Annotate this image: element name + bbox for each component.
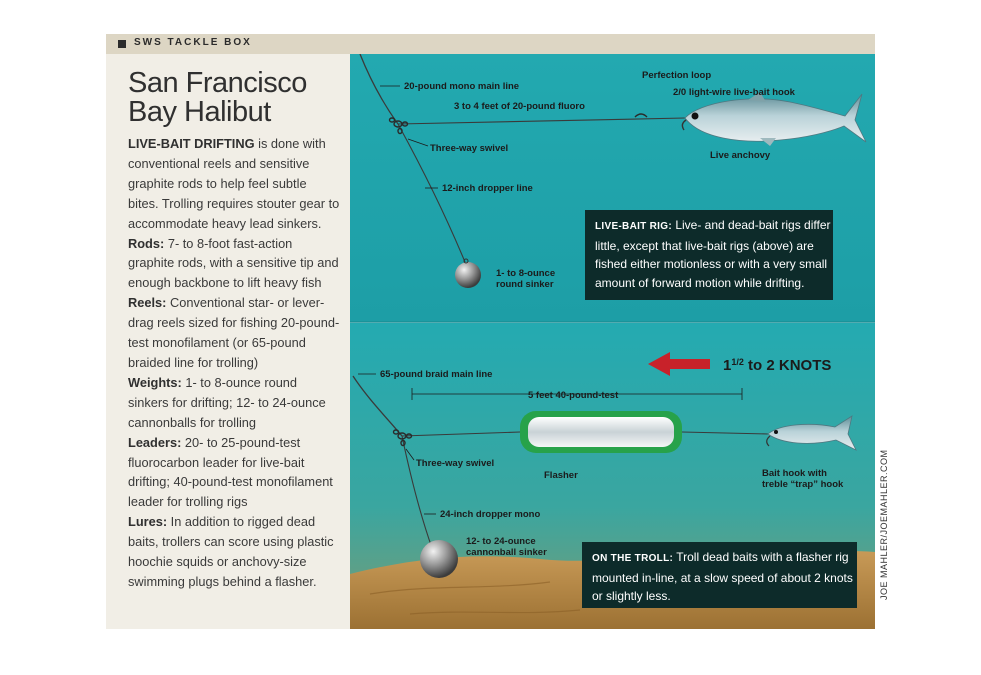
- rig-illustration: [350, 54, 875, 629]
- title-line-2: Bay Halibut: [128, 96, 271, 128]
- body-copy: [128, 134, 340, 592]
- section-lures: [128, 512, 340, 592]
- section-heading: LIVE-BAIT DRIFTING: [128, 136, 255, 151]
- cannonball-sinker: [420, 540, 458, 578]
- label-flasher: Flasher: [544, 470, 578, 481]
- header-bar: [106, 34, 875, 54]
- label-hook-line1: Bait hook with: [762, 468, 827, 479]
- section-leaders: [128, 433, 340, 513]
- label-hook-line2: treble “trap” hook: [762, 479, 844, 490]
- photo-credit: JOE MAHLER/JOEMAHLER.COM: [879, 449, 889, 600]
- label-swivel: Three-way swivel: [430, 143, 509, 154]
- sidebar: [106, 54, 350, 629]
- page-title: [128, 69, 348, 127]
- section-rods: [128, 234, 340, 294]
- troll-box-heading: ON THE TROLL:: [592, 553, 674, 564]
- section-text: 7- to 8-foot fast-action graphite rods, with a sensitive tip and enough backbone to lift heavy fish: [128, 235, 339, 291]
- label-troll-swivel: Three-way swivel: [416, 458, 495, 469]
- section-text: In addition to rigged dead baits, trollers can score using plastic hoochie squids or anchovy-size swimming plugs behind a flasher.: [128, 514, 334, 589]
- round-sinker: [455, 262, 481, 288]
- label-sinker-line2: round sinker: [496, 279, 554, 290]
- live-box-heading: LIVE-BAIT RIG:: [595, 221, 672, 232]
- section-live-bait: [128, 134, 340, 234]
- header-square: [118, 40, 126, 48]
- label-perfection-loop: Perfection loop: [642, 70, 712, 81]
- label-dropper-mono: 24-inch dropper mono: [440, 509, 541, 520]
- label-bait: Live anchovy: [710, 150, 771, 161]
- troll-box-text: Troll dead baits with a flasher rig mounted in-line, at a slow speed of about 2 knots or slightly less.: [592, 550, 853, 603]
- label-cannonball-line1: 12- to 24-ounce: [466, 536, 536, 547]
- section-reels: [128, 293, 340, 373]
- label-cannonball-line2: cannonball sinker: [466, 547, 547, 558]
- header-label: SWS TACKLE BOX: [134, 37, 252, 48]
- label-main-line: 20-pound mono main line: [404, 81, 520, 92]
- section-text: 20- to 25-pound-test fluorocarbon leader for live-bait drifting; 40-pound-test monofilament leader for trolling rigs: [128, 434, 333, 510]
- live-bait-rig-box: [585, 210, 833, 300]
- label-leader: 5 feet 40-pound-test: [528, 390, 619, 401]
- speed-label: $1^{1/2}$ to 2 KNOTS: [723, 357, 832, 374]
- section-weights: [128, 373, 340, 433]
- section-heading: Rods:: [128, 235, 165, 251]
- live-box-text: Live- and dead-bait rigs differ little, except that live-bait rigs (above) are fished either motionless or with a very small amount of forward motion while drifting.: [595, 218, 831, 290]
- section-heading: Weights:: [128, 374, 182, 390]
- section-heading: Lures:: [128, 514, 168, 530]
- label-hook: 2/0 light-wire live-bait hook: [673, 87, 795, 98]
- label-braid-main-line: 65-pound braid main line: [380, 369, 493, 380]
- title-line-1: San Francisco: [128, 67, 307, 99]
- section-text: is done with conventional reels and sensitive graphite rods to help feel subtle bites. Trolling requires stouter gear to accommodate heavy lead sinkers.: [128, 136, 340, 231]
- on-the-troll-box: [582, 542, 857, 608]
- section-heading: Leaders:: [128, 434, 182, 450]
- flasher-blade: [528, 417, 674, 447]
- section-heading: Reels:: [128, 295, 167, 311]
- label-dropper: 12-inch dropper line: [442, 183, 533, 194]
- label-sinker-line1: 1- to 8-ounce: [496, 268, 556, 279]
- label-fluoro: 3 to 4 feet of 20-pound fluoro: [454, 101, 585, 112]
- section-text: Conventional star- or lever-drag reels sized for fishing 20-pound-test monofilament (or 65-pound braided line for trolling): [128, 295, 340, 370]
- section-text: 1- to 8-ounce round sinkers for drifting; 12- to 24-ounce cannonballs for trolling: [128, 374, 326, 430]
